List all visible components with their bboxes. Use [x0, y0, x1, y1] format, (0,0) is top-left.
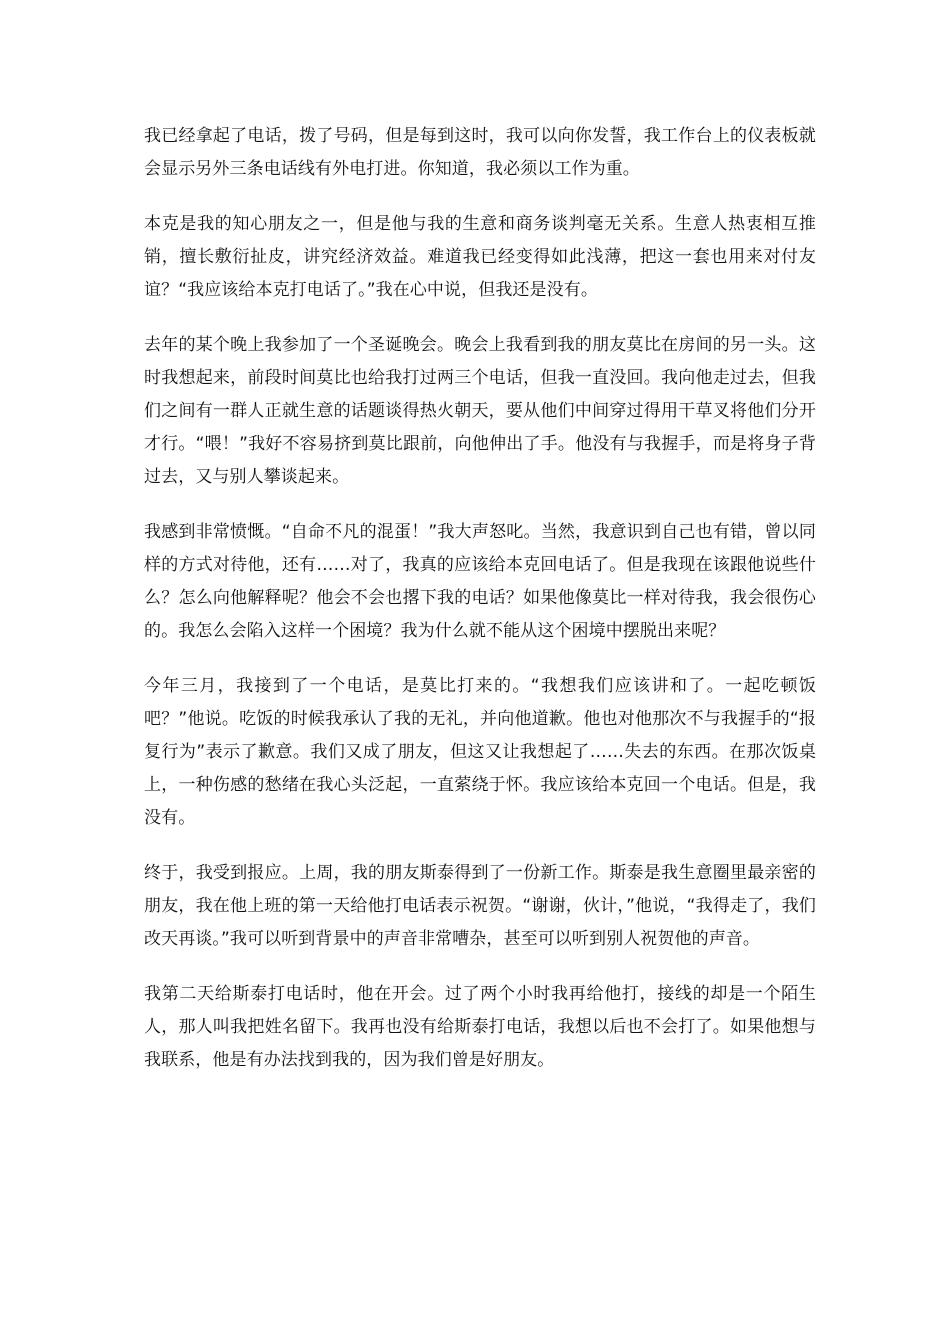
article-body — [144, 120, 816, 1099]
paragraph-7: 我第二天给斯泰打电话时，他在开会。过了两个小时我再给他打，接线的却是一个陌生人，那人叫我把姓名留下。我再也没有给斯泰打电话，我想以后也不会打了。如果他想与我联系，他是有办法找到我的，因为我们曾是好朋友。 — [144, 984, 816, 1070]
paragraph-2: 本克是我的知心朋友之一，但是他与我的生意和商务谈判毫无关系。生意人热衷相互推销，擅长敷衍扯皮，讲究经济效益。难道我已经变得如此浅薄，把这一套也用来对付友谊？“我应该给本克打电话了。”我在心中说，但我还是没有。 — [144, 214, 816, 300]
paragraph-4: 我感到非常愤慨。“自命不凡的混蛋！”我大声怒叱。当然，我意识到自己也有错，曾以同样的方式对待他，还有……对了，我真的应该给本克回电话了。但是我现在该跟他说些什么？怎么向他解释呢？他会不会也撂下我的电话？如果他像莫比一样对待我，我会很伤心的。我怎么会陷入这样一个困境？我为什么就不能从这个困境中摆脱出来呢？ — [144, 522, 816, 641]
paragraph-6: 终于，我受到报应。上周，我的朋友斯泰得到了一份新工作。斯泰是我生意圈里最亲密的朋友，我在他上班的第一天给他打电话表示祝贺。“谢谢，伙计，”他说，“我得走了，我们改天再谈。”我可以听到背景中的声音非常嘈杂，甚至可以听到别人祝贺他的声音。 — [144, 863, 816, 949]
paragraph-1: 我已经拿起了电话，拨了号码，但是每到这时，我可以向你发誓，我工作台上的仪表板就会显示另外三条电话线有外电打进。你知道，我必须以工作为重。 — [144, 126, 816, 179]
paragraph-5: 今年三月，我接到了一个电话，是莫比打来的。“我想我们应该讲和了。一起吃顿饭吧？”他说。吃饭的时候我承认了我的无礼，并向他道歉。他也对他那次不与我握手的“报复行为”表示了歉意。我们又成了朋友，但这又让我想起了……失去的东西。在那次饭桌上，一种伤感的愁绪在我心头泛起，一直萦绕于怀。我应该给本克回一个电话。但是，我没有。 — [144, 676, 816, 828]
paragraph-3: 去年的某个晚上我参加了一个圣诞晚会。晚会上我看到我的朋友莫比在房间的另一头。这时我想起来，前段时间莫比也给我打过两三个电话，但我一直没回。我向他走过去，但我们之间有一群人正就生意的话题谈得热火朝天，要从他们中间穿过得用干草叉将他们分开才行。“喂！”我好不容易挤到莫比跟前，向他伸出了手。他没有与我握手，而是将身子背过去，又与别人攀谈起来。 — [144, 335, 816, 487]
